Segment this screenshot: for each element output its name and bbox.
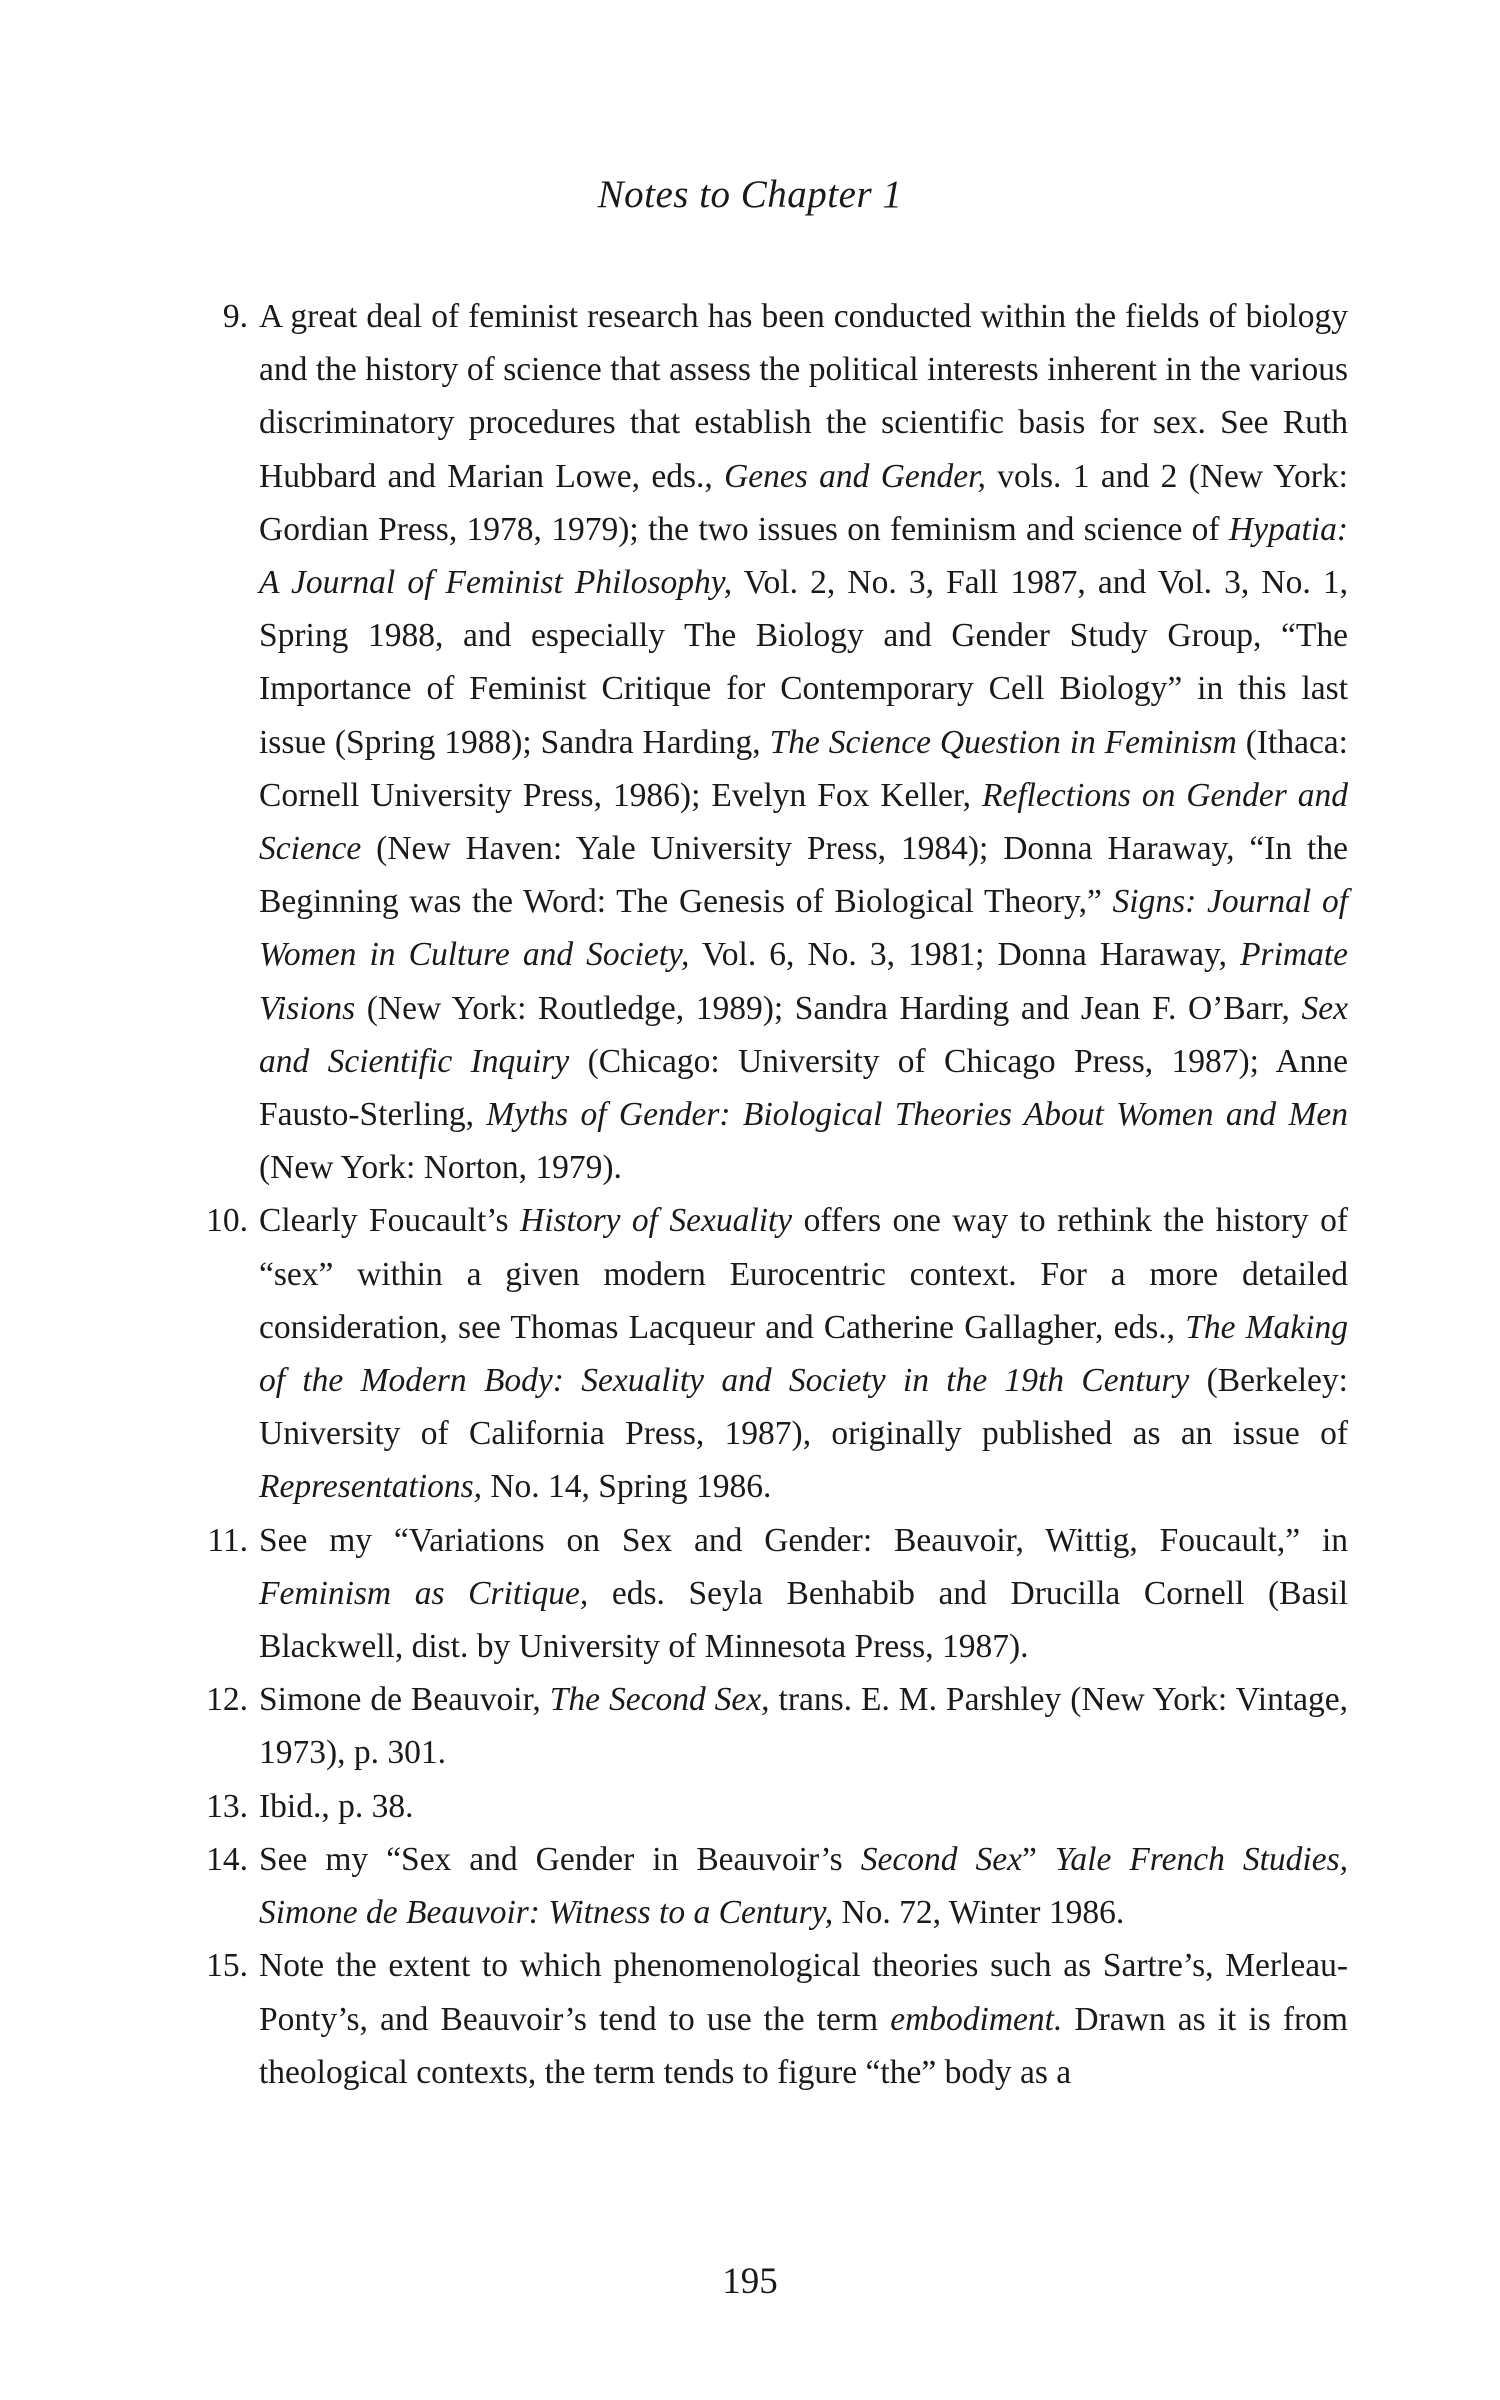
italic-title: Myths of Gender: Biological Theories About Women and Men	[486, 1096, 1348, 1134]
italic-title: Signs: Journal of Women in Culture and Society,	[259, 883, 1348, 974]
italic-title: embodiment.	[890, 2000, 1063, 2038]
text-run: No. 14, Spring 1986.	[481, 1468, 772, 1506]
endnote	[168, 1673, 1348, 1779]
endnote-text	[259, 1841, 1348, 1931]
text-run: (Ithaca: Cornell University Press, 1986); Evelyn Fox Keller,	[259, 723, 1348, 814]
text-run: (Chicago: University of Chicago Press, 1987); Anne Fausto-Sterling,	[259, 1042, 1349, 1134]
text-run: (New York: Routledge, 1989); Sandra Harding and Jean F. O’Barr,	[355, 989, 1302, 1027]
text-run: Note the extent to which phenomenological theories such as Sartre’s, Merleau-Ponty’s, and Beauvoir’s tend to use the term	[259, 1947, 1348, 2038]
endnote-text	[259, 1202, 1348, 1505]
italic-title: Hypatia: A Journal of Feminist Philosophy,	[259, 510, 1348, 602]
running-head: Notes to Chapter 1	[597, 173, 903, 216]
text-run: Vol. 2, No. 3, Fall 1987, and Vol. 3, No. 1, Spring 1988, and especially The Biology and Gender Study Group, “The Importance of Feminist Critique for Contemporary Cell Biology” in this last issue (Spring 1988); Sandra Harding,	[259, 564, 1348, 761]
text-run: Simone de Beauvoir,	[259, 1681, 550, 1719]
text-run: ”	[1021, 1840, 1055, 1878]
italic-title: Second Sex	[860, 1840, 1022, 1878]
text-run: eds. Seyla Benhabib and Drucilla Cornell (Basil Blackwell, dist. by University of Minnesota Press, 1987).	[259, 1574, 1349, 1666]
endnote	[168, 290, 1348, 1194]
endnote-number: 15.	[206, 1947, 248, 1985]
endnote-number: 13.	[206, 1787, 248, 1825]
italic-title: Yale French Studies, Simone de Beauvoir: Witness to a Century,	[259, 1840, 1348, 1932]
endnote-text	[259, 1681, 1348, 1771]
text-run: (New York: Norton, 1979).	[259, 1149, 622, 1187]
endnote-number: 11.	[207, 1521, 248, 1559]
italic-title: Genes and Gender,	[724, 457, 986, 495]
endnote-number: 10.	[206, 1202, 248, 1240]
italic-title: The Making of the Modern Body: Sexuality and Society in the 19th Century	[259, 1308, 1348, 1400]
italic-title: History of Sexuality	[520, 1202, 793, 1240]
text-run: (Berkeley: University of California Press, 1987), originally published as an issue of	[259, 1362, 1348, 1453]
italic-title: The Second Sex,	[549, 1681, 770, 1719]
text-run: Clearly Foucault’s	[259, 1202, 521, 1240]
page-number: 195	[722, 2261, 778, 2302]
endnote-number: 9.	[222, 298, 248, 335]
text-run: trans. E. M. Parshley (New York: Vintage, 1973), p. 301.	[259, 1681, 1348, 1772]
italic-title: Sex and Scientific Inquiry	[259, 989, 1348, 1080]
endnote	[168, 1514, 1348, 1674]
text-run: A great deal of feminist research has been conducted within the fields of biology and the history of science that assess the political interests inherent in the various discriminatory procedures that establish the scientific basis for sex. See Ruth Hubbard and Marian Lowe, eds.,	[259, 298, 1348, 495]
endnote	[168, 1833, 1348, 1939]
endnotes-list	[168, 290, 1348, 2099]
italic-title: Primate Visions	[259, 936, 1348, 1027]
endnote-text	[259, 1522, 1348, 1665]
italic-title: Representations,	[259, 1468, 482, 1506]
endnote	[168, 1194, 1348, 1513]
text-run: Drawn as it is from theological contexts, the term tends to figure “the” body as a	[259, 2000, 1348, 2091]
text-run: No. 72, Winter 1986.	[833, 1894, 1125, 1932]
text-run: Ibid., p. 38.	[259, 1787, 414, 1825]
endnote-text	[259, 298, 1348, 1186]
text-run: vols. 1 and 2 (New York: Gordian Press, 1978, 1979); the two issues on feminism and science of	[259, 457, 1348, 548]
text-run: offers one way to rethink the history of “sex” within a given modern Eurocentric context. For a more detailed consideration, see Thomas Lacqueur and Catherine Gallagher, eds.,	[259, 1202, 1349, 1346]
endnote-number: 14.	[206, 1840, 248, 1878]
italic-title: The Science Question in Feminism	[769, 723, 1237, 761]
endnote-text	[259, 1788, 413, 1825]
text-run: (New Haven: Yale University Press, 1984); Donna Haraway, “In the Beginning was the Word: The Genesis of Biological Theory,”	[259, 830, 1348, 921]
endnote-text	[259, 1947, 1348, 2090]
endnote	[168, 1939, 1348, 2099]
italic-title: Feminism as Critique,	[259, 1574, 589, 1612]
italic-title: Reflections on Gender and Science	[259, 776, 1348, 868]
text-run: Vol. 6, No. 3, 1981; Donna Haraway,	[689, 936, 1241, 974]
text-run: See my “Variations on Sex and Gender: Beauvoir, Wittig, Foucault,” in	[259, 1521, 1348, 1559]
endnote-number: 12.	[206, 1681, 248, 1719]
endnote	[168, 1780, 1348, 1833]
text-run: See my “Sex and Gender in Beauvoir’s	[259, 1840, 861, 1878]
